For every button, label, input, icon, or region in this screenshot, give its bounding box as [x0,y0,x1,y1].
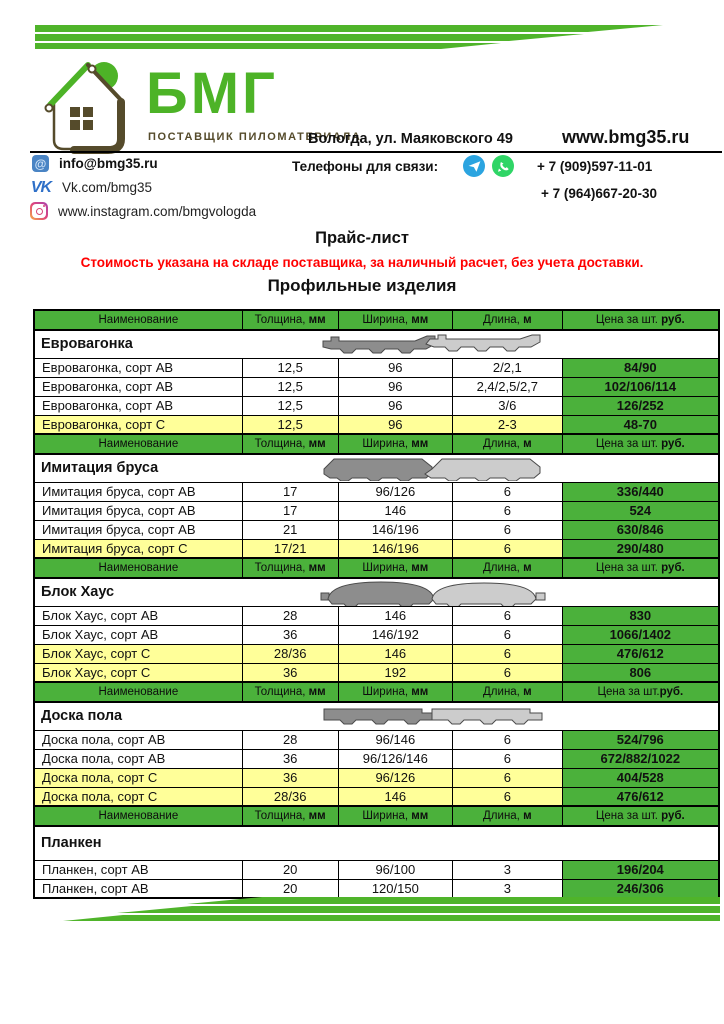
email-row [32,155,158,172]
cell-width: 96/126 [338,768,452,787]
table-row [34,663,719,682]
top-stripe-1 [35,25,663,32]
top-stripe-3 [35,43,501,49]
email-icon: @ [32,155,49,172]
cell-width: 120/150 [338,879,452,898]
cell-width: 96/146 [338,730,452,749]
table-row [34,749,719,768]
phone-number-2: + 7 (964)667-20-30 [541,186,657,201]
cell-name: Планкен, сорт АВ [34,879,242,898]
section-row [34,578,719,606]
cell-thickness: 17/21 [242,539,338,558]
section-name: Доска пола [41,708,123,725]
column-header [562,806,719,826]
section-row [34,826,719,860]
messenger-icons [463,155,514,177]
cell-thickness: 12,5 [242,415,338,434]
column-header [338,558,452,578]
column-header-unit: м [523,438,532,450]
column-header-unit: мм [411,810,429,822]
cell-width: 146/196 [338,539,452,558]
vk-icon: VK [30,178,52,196]
column-header-text: Длина, [483,562,524,574]
table-header-row [34,806,719,826]
column-header-text: Толщина, [254,810,309,822]
table-row [34,787,719,806]
cell-name: Доска пола, сорт АВ [34,749,242,768]
column-header [242,310,338,330]
table-header-row [34,682,719,702]
cell-thickness: 36 [242,768,338,787]
column-header [562,310,719,330]
column-header-text: Толщина, [254,686,309,698]
cell-price: 1066/1402 [562,625,719,644]
cell-thickness: 21 [242,520,338,539]
cell-thickness: 28 [242,730,338,749]
section-name: Евровагонка [41,336,133,353]
cell-price: 246/306 [562,879,719,898]
cell-price: 102/106/114 [562,377,719,396]
column-header [453,806,563,826]
cell-thickness: 12,5 [242,396,338,415]
cell-width: 96 [338,396,452,415]
column-header-unit: м [523,562,532,574]
table-row [34,358,719,377]
column-header [453,310,563,330]
column-header-unit: м [523,314,532,326]
instagram-link-text: www.instagram.com/bmgvologda [58,203,257,219]
section-name: Блок Хаус [41,584,115,601]
cell-name: Блок Хаус, сорт С [34,644,242,663]
section-subtitle: Профильные изделия [267,276,457,295]
cell-length: 6 [453,768,563,787]
cell-price: 126/252 [562,396,719,415]
column-header-unit: руб. [661,562,685,574]
cell-width: 146 [338,787,452,806]
vk-row [30,179,152,196]
imitation-brusa-board-profile-image [320,455,548,481]
column-header [453,682,563,702]
cell-thickness: 12,5 [242,358,338,377]
table-row [34,644,719,663]
cell-width: 146 [338,644,452,663]
instagram-icon [30,202,48,220]
cell-name: Евровагонка, сорт АВ [34,358,242,377]
table-row [34,396,719,415]
bottom-stripe-1 [187,897,720,904]
cell-price: 336/440 [562,482,719,501]
cell-width: 146/196 [338,520,452,539]
cell-thickness: 17 [242,501,338,520]
cell-length: 6 [453,501,563,520]
cell-thickness: 20 [242,860,338,879]
cell-price: 830 [562,606,719,625]
cell-name: Блок Хаус, сорт АВ [34,625,242,644]
column-header [338,434,452,454]
column-header-unit: руб. [661,438,685,450]
cell-price: 404/528 [562,768,719,787]
column-header-text: Длина, [483,314,524,326]
column-header-unit: мм [411,438,429,450]
column-header [453,558,563,578]
cell-price: 476/612 [562,787,719,806]
cell-width: 146 [338,606,452,625]
column-header [34,434,242,454]
cell-length: 6 [453,787,563,806]
table-header-row [34,434,719,454]
column-header-text: Наименование [98,686,179,698]
cell-name: Планкен, сорт АВ [34,860,242,879]
cell-length: 6 [453,606,563,625]
cell-length: 2/2,1 [453,358,563,377]
cell-name: Имитация бруса, сорт С [34,539,242,558]
company-website: www.bmg35.ru [562,127,690,147]
column-header-text: Толщина, [254,562,309,574]
table-row [34,606,719,625]
column-header-unit: руб. [661,314,685,326]
cell-length: 2-3 [453,415,563,434]
cell-width: 192 [338,663,452,682]
cell-thickness: 28/36 [242,787,338,806]
column-header-text: Длина, [483,810,524,822]
cell-price: 48-70 [562,415,719,434]
cell-price: 806 [562,663,719,682]
column-header-unit: мм [308,314,326,326]
column-header [34,558,242,578]
column-header-unit: мм [308,562,326,574]
cell-name: Блок Хаус, сорт АВ [34,606,242,625]
column-header [34,310,242,330]
column-header-text: Наименование [98,438,179,450]
whatsapp-icon [492,155,514,177]
cell-length: 3/6 [453,396,563,415]
cell-name: Имитация бруса, сорт АВ [34,501,242,520]
column-header-text: Ширина, [362,438,412,450]
column-header-text: Цена за шт. [595,810,662,822]
cell-price: 84/90 [562,358,719,377]
cell-thickness: 36 [242,663,338,682]
column-header [242,434,338,454]
cell-name: Блок Хаус, сорт С [34,663,242,682]
table-header-row [34,558,719,578]
cell-thickness: 28 [242,606,338,625]
column-header-unit: мм [411,562,429,574]
cell-width: 96/100 [338,860,452,879]
table-row [34,730,719,749]
doska-pola-board-profile-image [320,704,548,728]
cell-price: 630/846 [562,520,719,539]
cell-length: 6 [453,749,563,768]
column-header-text: Цена за шт. [595,562,662,574]
column-header-text: Ширина, [362,810,412,822]
cell-length: 6 [453,644,563,663]
price-table-body [34,310,719,898]
column-header-text: Длина, [483,686,524,698]
section-row [34,330,719,358]
column-header [338,682,452,702]
column-header-unit: руб. [661,810,685,822]
section-row [34,454,719,482]
cell-name: Имитация бруса, сорт АВ [34,520,242,539]
cell-width: 146 [338,501,452,520]
vk-link-text: Vk.com/bmg35 [62,180,153,195]
column-header-text: Цена за шт. [597,686,660,698]
cell-name: Доска пола, сорт С [34,787,242,806]
cell-price: 476/612 [562,644,719,663]
column-header [34,806,242,826]
table-row [34,520,719,539]
cell-width: 96/126/146 [338,749,452,768]
section-row [34,702,719,730]
column-header-text: Длина, [483,438,524,450]
column-header-unit: мм [411,686,429,698]
cell-length: 6 [453,663,563,682]
column-header-unit: мм [411,314,429,326]
table-row [34,539,719,558]
section-name: Имитация бруса [41,460,159,477]
cell-length: 3 [453,879,563,898]
table-row [34,768,719,787]
column-header-unit: руб. [659,686,684,698]
telegram-icon [463,155,485,177]
column-header-text: Наименование [98,810,179,822]
phone-number-1: + 7 (909)597-11-01 [537,159,653,174]
page-title: Прайс-лист [315,229,409,247]
cell-thickness: 12,5 [242,377,338,396]
column-header-unit: м [523,810,532,822]
company-address: Вологда, ул. Маяковского 49 [308,131,513,147]
column-header [242,682,338,702]
column-header [34,682,242,702]
logo-text: БМГ [146,61,278,126]
cell-width: 96 [338,358,452,377]
eurovagonka-board-profile-image [320,333,548,355]
column-header-text: Цена за шт. [595,438,662,450]
column-header [242,558,338,578]
top-stripe-2 [35,34,584,41]
blockhaus-board-profile-image [320,578,548,606]
cell-thickness: 28/36 [242,644,338,663]
table-row [34,501,719,520]
cell-price: 290/480 [562,539,719,558]
column-header-text: Толщина, [254,438,309,450]
cell-name: Доска пола, сорт АВ [34,730,242,749]
cell-price: 196/204 [562,860,719,879]
cell-name: Евровагонка, сорт АВ [34,396,242,415]
bottom-stripe-3 [63,915,720,921]
table-row [34,860,719,879]
column-header-text: Ширина, [362,686,412,698]
cell-name: Доска пола, сорт С [34,768,242,787]
column-header [562,682,719,702]
table-row [34,625,719,644]
cell-length: 6 [453,482,563,501]
cell-thickness: 17 [242,482,338,501]
table-row [34,482,719,501]
cell-length: 6 [453,730,563,749]
header-divider [30,151,722,153]
column-header-text: Наименование [98,314,179,326]
column-header-text: Ширина, [362,314,412,326]
column-header-unit: мм [308,438,326,450]
column-header-unit: м [523,686,532,698]
phones-label: Телефоны для связи: [292,159,439,174]
section-name: Планкен [41,835,102,852]
cell-length: 3 [453,860,563,879]
column-header-text: Ширина, [362,562,412,574]
cell-length: 6 [453,539,563,558]
price-notice: Стоимость указана на складе поставщика, за наличный расчет, без учета доставки. [80,255,644,270]
column-header [562,558,719,578]
column-header-text: Цена за шт. [595,314,662,326]
column-header [453,434,563,454]
bottom-stripe-2 [117,906,720,913]
cell-price: 524 [562,501,719,520]
cell-width: 146/192 [338,625,452,644]
cell-width: 96 [338,415,452,434]
table-row [34,415,719,434]
cell-length: 2,4/2,5/2,7 [453,377,563,396]
cell-thickness: 36 [242,749,338,768]
cell-price: 524/796 [562,730,719,749]
cell-length: 6 [453,625,563,644]
table-row [34,377,719,396]
column-header-unit: мм [308,810,326,822]
cell-width: 96 [338,377,452,396]
price-table [33,309,720,899]
table-header-row [34,310,719,330]
email-address: info@bmg35.ru [59,156,158,171]
column-header-text: Наименование [98,562,179,574]
column-header [338,310,452,330]
cell-name: Имитация бруса, сорт АВ [34,482,242,501]
cell-length: 6 [453,520,563,539]
cell-name: Евровагонка, сорт АВ [34,377,242,396]
cell-name: Евровагонка, сорт С [34,415,242,434]
table-row [34,879,719,898]
column-header-unit: мм [308,686,326,698]
house-logo-icon [40,52,138,156]
cell-price: 672/882/1022 [562,749,719,768]
cell-thickness: 36 [242,625,338,644]
cell-thickness: 20 [242,879,338,898]
instagram-row [30,202,256,220]
column-header-text: Толщина, [254,314,309,326]
column-header [242,806,338,826]
column-header [562,434,719,454]
cell-width: 96/126 [338,482,452,501]
logo-tagline: ПОСТАВЩИК ПИЛОМАТЕРИАЛА [148,131,362,143]
column-header [338,806,452,826]
